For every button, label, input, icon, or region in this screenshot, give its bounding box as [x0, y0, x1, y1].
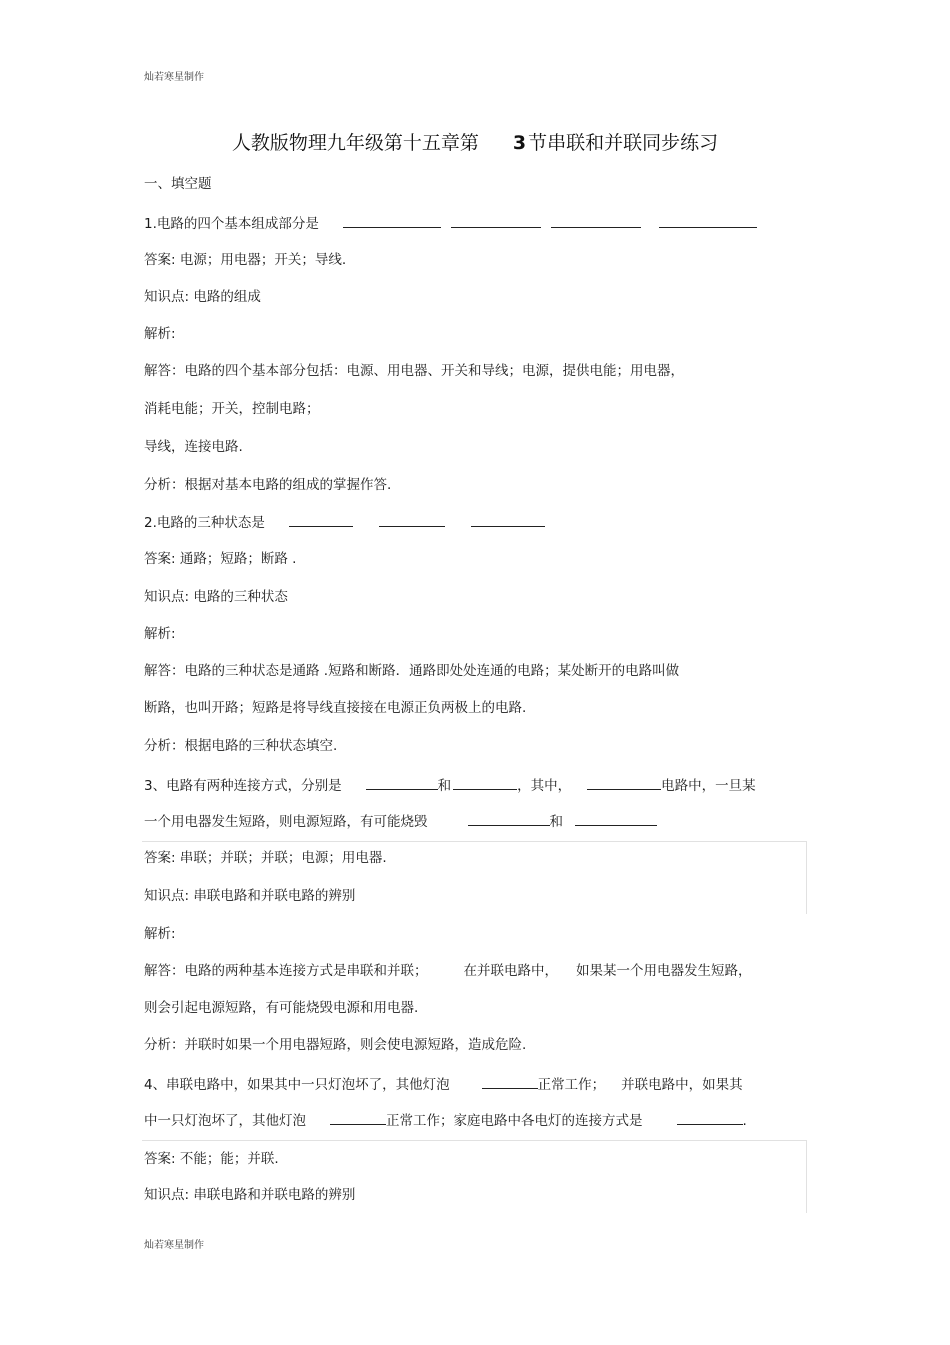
- q3-analysis: 分析：并联时如果一个用电器短路，则会使电源短路，造成危险.: [144, 1037, 527, 1053]
- title-part1: 人教版物理九年级第十五章第: [231, 132, 479, 154]
- q1-answer: 答案: 电源；用电器；开关；导线.: [144, 252, 347, 268]
- q2-blank-2[interactable]: [379, 514, 445, 527]
- q2-knowledge: 知识点: 电路的三种状态: [144, 589, 288, 605]
- q1-question-text: 1.电路的四个基本组成部分是: [144, 216, 319, 232]
- q3-text-end: 电路中，一旦某: [661, 778, 756, 794]
- q3-jiexi-label: 解析:: [144, 926, 176, 942]
- section-heading: 一、填空题: [144, 176, 212, 192]
- q1-blank-3[interactable]: [551, 215, 641, 228]
- q3-blank-2[interactable]: [453, 777, 517, 790]
- q1-solution-line3: 导线，连接电路.: [144, 439, 243, 455]
- q3-text-qizhong: ，其中，: [517, 778, 572, 794]
- q3-question-line2: [144, 813, 657, 831]
- q3-solution-line1: [144, 962, 752, 980]
- page-title: [0, 128, 950, 155]
- q4-question-line1: [144, 1076, 743, 1094]
- q3-question-line1: [144, 777, 756, 795]
- q2-question: [144, 514, 545, 532]
- q2-analysis: 分析：根据电路的三种状态填空.: [144, 738, 338, 754]
- q3-line2-text: 一个用电器发生短路，则电源短路，有可能烧毁: [144, 814, 428, 830]
- q1-blank-1[interactable]: [343, 215, 441, 228]
- q3-blank-4[interactable]: [468, 813, 550, 826]
- q4-blank-2[interactable]: [330, 1112, 386, 1125]
- q4-answer: 答案: 不能；能；并联.: [144, 1151, 279, 1167]
- q3-knowledge: 知识点: 串联电路和并联电路的辨别: [144, 888, 356, 904]
- q3-text-start: 3、电路有两种连接方式，分别是: [144, 778, 342, 794]
- q4-text-end: 并联电路中，如果其: [621, 1077, 743, 1093]
- title-part2: 节串联和并联同步练习: [528, 132, 719, 154]
- q4-line2-end: .: [742, 1113, 747, 1129]
- q1-question: [144, 215, 757, 233]
- q4-line2-mid: 正常工作；家庭电路中各电灯的连接方式是: [386, 1113, 643, 1129]
- q3-solution-part-a: 解答：电路的两种基本连接方式是串联和并联；: [144, 963, 428, 979]
- q2-question-text: 2.电路的三种状态是: [144, 515, 265, 531]
- q1-jiexi-label: 解析:: [144, 326, 176, 342]
- q3-line2-he: 和: [549, 814, 563, 830]
- q2-jiexi-label: 解析:: [144, 626, 176, 642]
- q3-answer: 答案: 串联；并联；并联；电源；用电器.: [144, 850, 387, 866]
- page-header: 灿若寒星制作: [144, 72, 204, 83]
- q2-solution-line2: 断路，也叫开路；短路是将导线直接接在电源正负两极上的电路.: [144, 700, 527, 716]
- q2-solution-line1: 解答：电路的三种状态是通路 .短路和断路．通路即处处连通的电路；某处断开的电路叫做: [144, 663, 680, 679]
- q2-blank-3[interactable]: [471, 514, 545, 527]
- q4-text-mid: 正常工作；: [537, 1077, 606, 1093]
- q3-solution-part-b: 在并联电路中，: [463, 963, 558, 979]
- q3-blank-5[interactable]: [575, 813, 657, 826]
- q3-blank-1[interactable]: [366, 777, 438, 790]
- q1-analysis: 分析：根据对基本电路的组成的掌握作答.: [144, 477, 392, 493]
- q4-knowledge: 知识点: 串联电路和并联电路的辨别: [144, 1187, 356, 1203]
- q2-answer: 答案: 通路；短路；断路 .: [144, 551, 297, 567]
- q2-blank-1[interactable]: [289, 514, 353, 527]
- q4-blank-1[interactable]: [482, 1076, 538, 1089]
- q3-solution-part-c: 如果某一个用电器发生短路，: [576, 963, 752, 979]
- q1-blank-2[interactable]: [451, 215, 541, 228]
- q1-blank-4[interactable]: [659, 215, 757, 228]
- page-footer: 灿若寒星制作: [144, 1240, 204, 1251]
- q1-solution-line1: 解答：电路的四个基本部分包括：电源、用电器、开关和导线；电源，提供电能；用电器，: [144, 363, 684, 379]
- q4-question-line2: [144, 1112, 747, 1130]
- q3-text-he: 和: [437, 778, 452, 794]
- q1-solution-line2: 消耗电能；开关，控制电路；: [144, 401, 320, 417]
- q3-blank-3[interactable]: [587, 777, 661, 790]
- q4-line2-start: 中一只灯泡坏了，其他灯泡: [144, 1113, 306, 1129]
- title-number: 3: [512, 132, 527, 154]
- q1-knowledge: 知识点: 电路的组成: [144, 289, 261, 305]
- q4-blank-3[interactable]: [677, 1112, 743, 1125]
- q3-solution-line2: 则会引起电源短路，有可能烧毁电源和用电器.: [144, 1000, 419, 1016]
- q4-text-start: 4、串联电路中，如果其中一只灯泡坏了，其他灯泡: [144, 1077, 450, 1093]
